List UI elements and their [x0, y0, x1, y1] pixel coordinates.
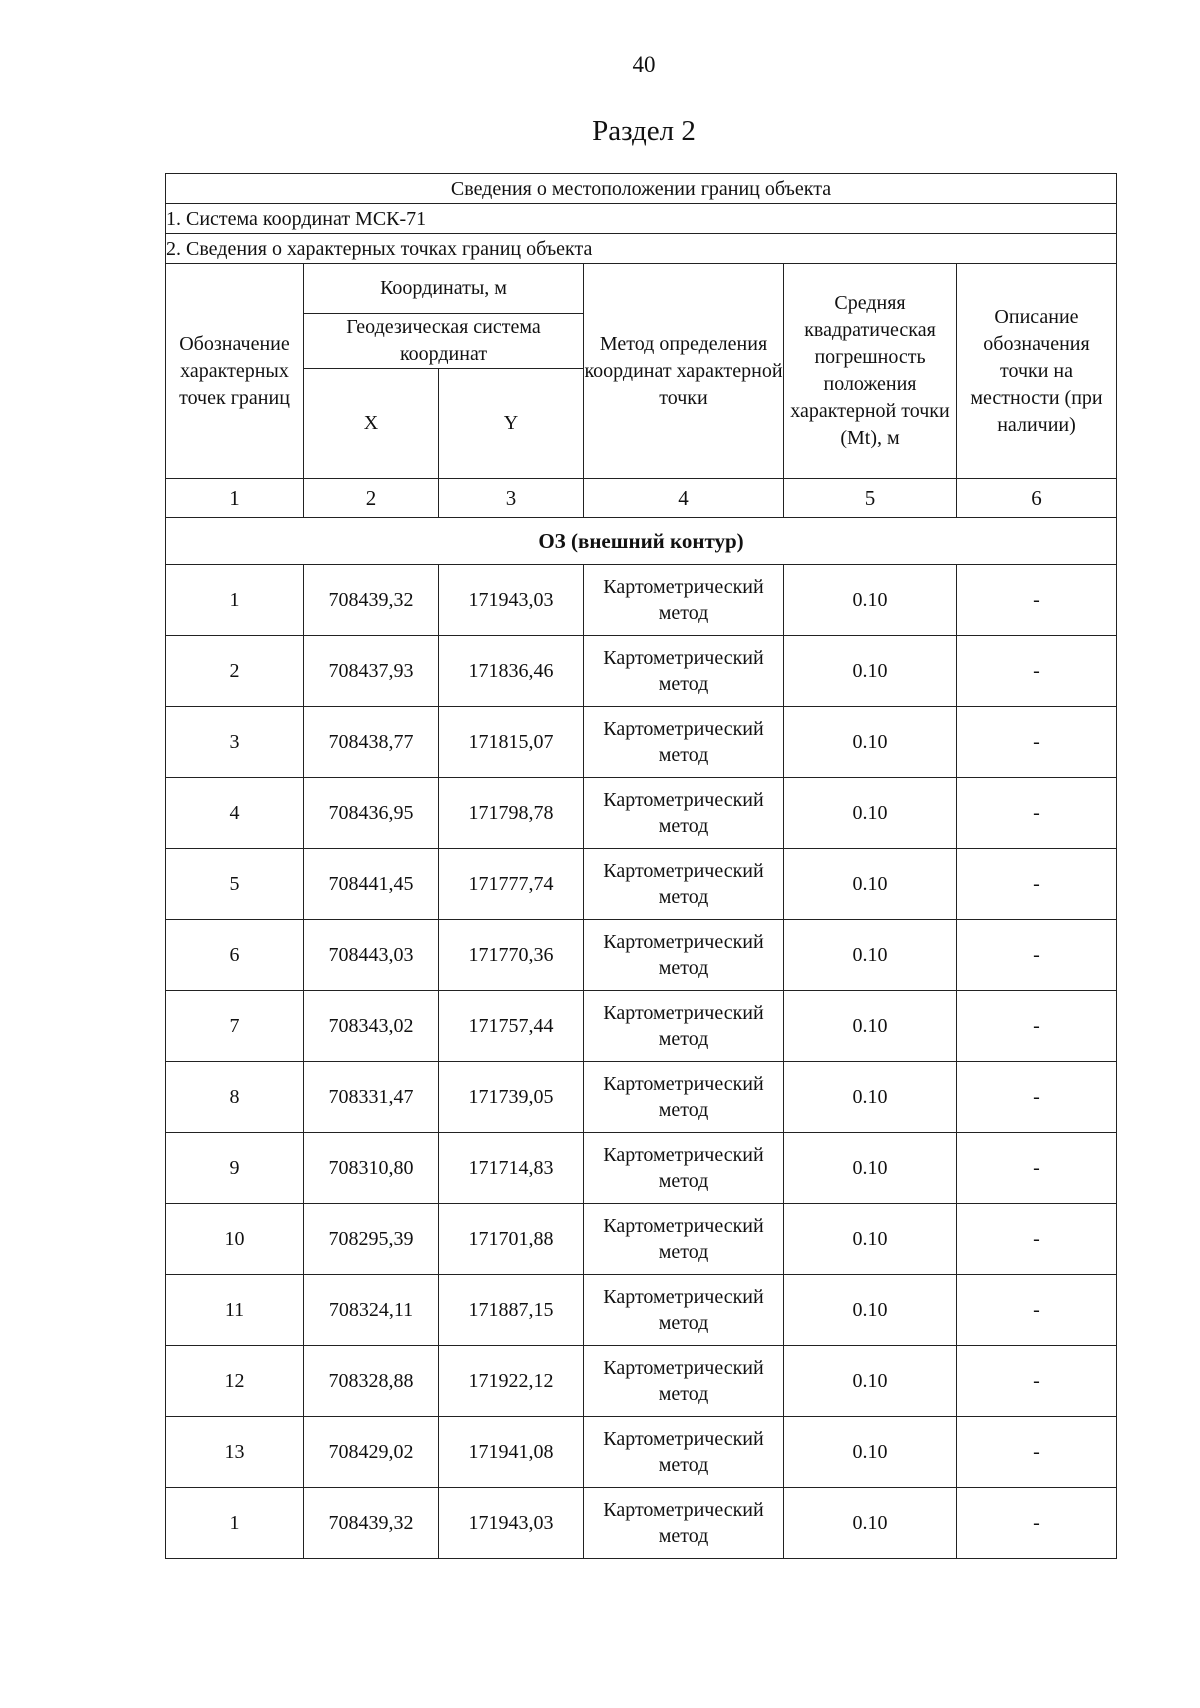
point-description: -	[957, 1417, 1117, 1488]
table-row	[166, 707, 1117, 778]
coordinate-y: 171701,88	[439, 1204, 584, 1275]
method: Картометрический метод	[584, 1133, 784, 1204]
table-title: Сведения о местоположении границ объекта	[166, 174, 1117, 204]
accuracy-mt: 0.10	[784, 849, 957, 920]
point-description: -	[957, 1275, 1117, 1346]
accuracy-mt: 0.10	[784, 1346, 957, 1417]
method: Картометрический метод	[584, 1062, 784, 1133]
header-coordinates: Координаты, м	[304, 264, 584, 314]
point-number: 1	[166, 565, 304, 636]
coordinate-x: 708439,32	[304, 1488, 439, 1559]
method: Картометрический метод	[584, 849, 784, 920]
column-number: 5	[784, 479, 957, 518]
point-number: 13	[166, 1417, 304, 1488]
coordinate-y: 171777,74	[439, 849, 584, 920]
coordinate-y: 171887,15	[439, 1275, 584, 1346]
column-numbers-row	[166, 479, 1117, 518]
method: Картометрический метод	[584, 1275, 784, 1346]
point-number: 11	[166, 1275, 304, 1346]
accuracy-mt: 0.10	[784, 707, 957, 778]
coordinate-y: 171798,78	[439, 778, 584, 849]
point-description: -	[957, 1062, 1117, 1133]
accuracy-mt: 0.10	[784, 991, 957, 1062]
method: Картометрический метод	[584, 1346, 784, 1417]
coordinate-y: 171739,05	[439, 1062, 584, 1133]
coordinate-system-label: 1. Система координат МСК-71	[166, 204, 1117, 234]
accuracy-mt: 0.10	[784, 1417, 957, 1488]
point-description: -	[957, 707, 1117, 778]
header-description: Описание обозначения точки на местности (при наличии)	[957, 264, 1117, 479]
method: Картометрический метод	[584, 636, 784, 707]
table-row	[166, 1133, 1117, 1204]
points-section-label: 2. Сведения о характерных точках границ объекта	[166, 234, 1117, 264]
table-row	[166, 1275, 1117, 1346]
coordinate-y: 171922,12	[439, 1346, 584, 1417]
accuracy-mt: 0.10	[784, 1062, 957, 1133]
point-description: -	[957, 1133, 1117, 1204]
coordinate-y: 171836,46	[439, 636, 584, 707]
point-description: -	[957, 778, 1117, 849]
coordinate-y: 171941,08	[439, 1417, 584, 1488]
point-description: -	[957, 849, 1117, 920]
header-y: Y	[439, 369, 584, 479]
coordinate-y: 171714,83	[439, 1133, 584, 1204]
point-description: -	[957, 1488, 1117, 1559]
table-row	[166, 1204, 1117, 1275]
point-number: 9	[166, 1133, 304, 1204]
point-description: -	[957, 920, 1117, 991]
method: Картометрический метод	[584, 778, 784, 849]
table-row	[166, 565, 1117, 636]
coordinate-y: 171815,07	[439, 707, 584, 778]
column-number: 2	[304, 479, 439, 518]
method: Картометрический метод	[584, 1417, 784, 1488]
coordinate-x: 708439,32	[304, 565, 439, 636]
point-description: -	[957, 565, 1117, 636]
method: Картометрический метод	[584, 991, 784, 1062]
point-number: 7	[166, 991, 304, 1062]
table-row	[166, 849, 1117, 920]
page-number: 40	[632, 52, 656, 77]
point-description: -	[957, 636, 1117, 707]
point-description: -	[957, 1204, 1117, 1275]
contour-group-label: ОЗ (внешний контур)	[166, 518, 1117, 565]
column-number: 1	[166, 479, 304, 518]
point-number: 8	[166, 1062, 304, 1133]
point-number: 6	[166, 920, 304, 991]
coordinate-x: 708438,77	[304, 707, 439, 778]
table-row	[166, 778, 1117, 849]
point-number: 2	[166, 636, 304, 707]
coordinate-x: 708441,45	[304, 849, 439, 920]
table-row	[166, 991, 1117, 1062]
method: Картометрический метод	[584, 565, 784, 636]
coordinate-x: 708443,03	[304, 920, 439, 991]
coordinate-x: 708331,47	[304, 1062, 439, 1133]
table-row	[166, 636, 1117, 707]
coordinate-x: 708324,11	[304, 1275, 439, 1346]
point-number: 3	[166, 707, 304, 778]
header-designation: Обозначение характерных точек границ	[166, 264, 304, 479]
point-number: 12	[166, 1346, 304, 1417]
point-description: -	[957, 991, 1117, 1062]
accuracy-mt: 0.10	[784, 1488, 957, 1559]
boundary-points-table	[165, 173, 1117, 1559]
coordinate-y: 171770,36	[439, 920, 584, 991]
accuracy-mt: 0.10	[784, 636, 957, 707]
point-description: -	[957, 1346, 1117, 1417]
coordinate-x: 708343,02	[304, 991, 439, 1062]
column-number: 3	[439, 479, 584, 518]
accuracy-mt: 0.10	[784, 1204, 957, 1275]
coordinate-x: 708328,88	[304, 1346, 439, 1417]
accuracy-mt: 0.10	[784, 920, 957, 991]
coordinate-x: 708295,39	[304, 1204, 439, 1275]
method: Картометрический метод	[584, 707, 784, 778]
point-number: 10	[166, 1204, 304, 1275]
coordinate-y: 171943,03	[439, 1488, 584, 1559]
column-number: 6	[957, 479, 1117, 518]
header-accuracy: Средняя квадратическая погрешность положения характерной точки (Mt), м	[784, 264, 957, 479]
point-number: 1	[166, 1488, 304, 1559]
method: Картометрический метод	[584, 1488, 784, 1559]
table-row	[166, 1346, 1117, 1417]
column-number: 4	[584, 479, 784, 518]
accuracy-mt: 0.10	[784, 1275, 957, 1346]
method: Картометрический метод	[584, 920, 784, 991]
point-number: 4	[166, 778, 304, 849]
header-method: Метод определения координат характерной точки	[584, 264, 784, 479]
coordinate-x: 708429,02	[304, 1417, 439, 1488]
table-row	[166, 1417, 1117, 1488]
table-row	[166, 1062, 1117, 1133]
coordinate-x: 708310,80	[304, 1133, 439, 1204]
point-number: 5	[166, 849, 304, 920]
accuracy-mt: 0.10	[784, 778, 957, 849]
accuracy-mt: 0.10	[784, 565, 957, 636]
coordinate-x: 708436,95	[304, 778, 439, 849]
accuracy-mt: 0.10	[784, 1133, 957, 1204]
coordinate-y: 171757,44	[439, 991, 584, 1062]
table-row	[166, 1488, 1117, 1559]
header-x: X	[304, 369, 439, 479]
coordinate-x: 708437,93	[304, 636, 439, 707]
table-row	[166, 920, 1117, 991]
header-geodetic-system: Геодезическая система координат	[304, 314, 584, 369]
method: Картометрический метод	[584, 1204, 784, 1275]
section-title: Раздел 2	[592, 115, 696, 147]
coordinate-y: 171943,03	[439, 565, 584, 636]
